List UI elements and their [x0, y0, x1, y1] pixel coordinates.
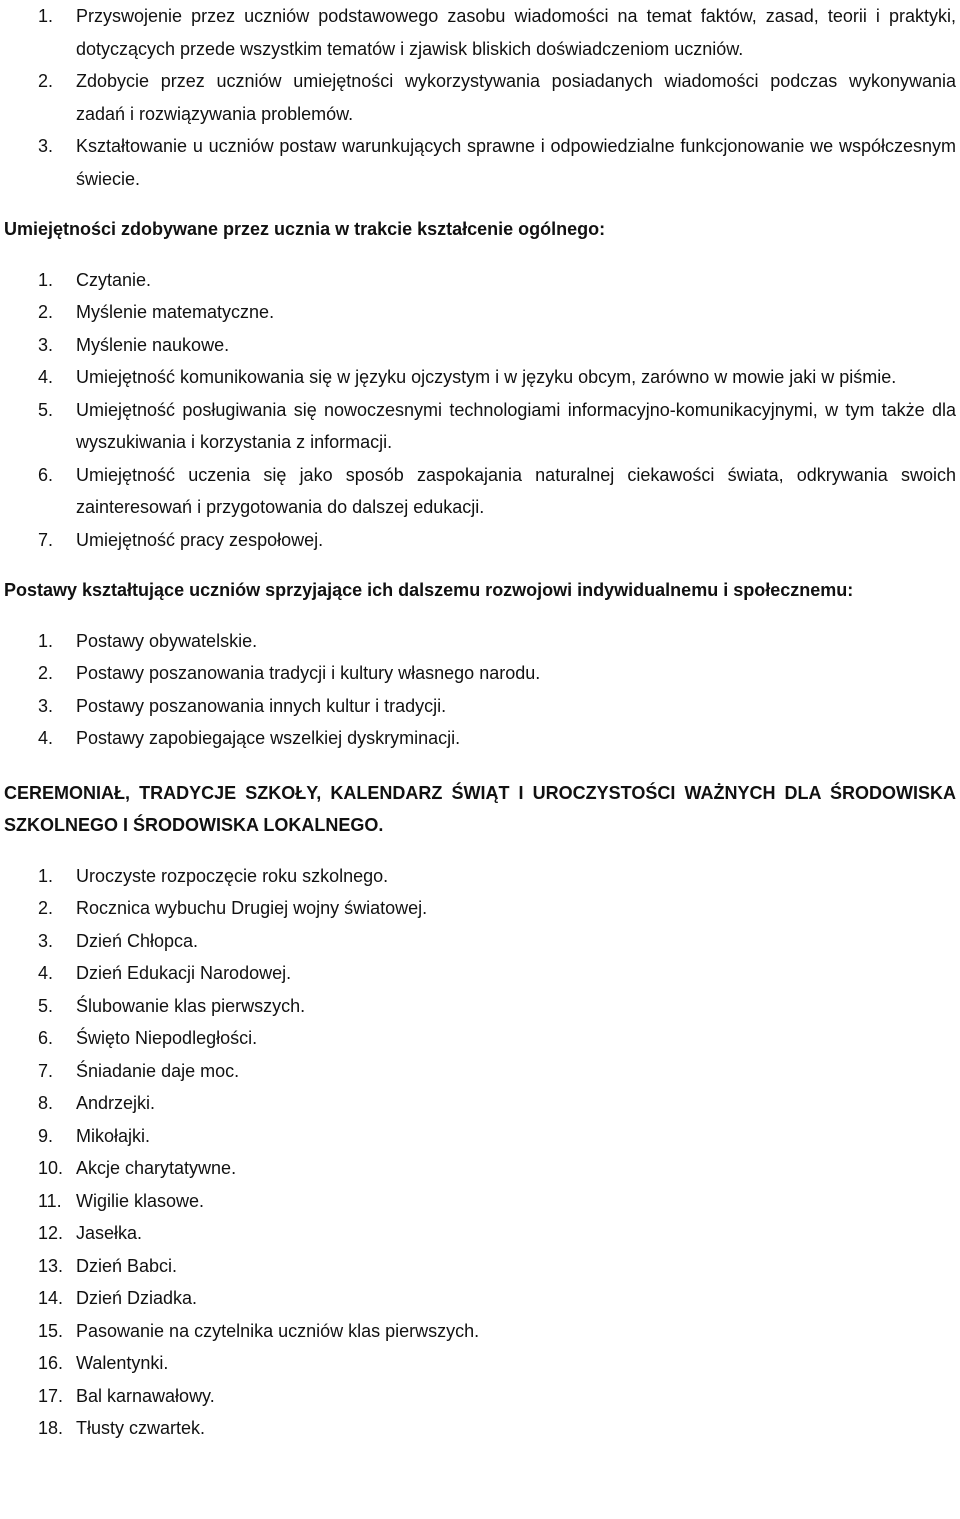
- item-text: Zdobycie przez uczniów umiejętności wykorzystywania posiadanych wiadomości podczas wykonywania zadań i rozwiązywania problemów.: [76, 71, 956, 124]
- list-item: [4, 1315, 956, 1348]
- item-text: Święto Niepodległości.: [76, 1028, 258, 1048]
- item-text: Umiejętność posługiwania się nowoczesnymi technologiami informacyjno-komunikacyjnymi, w tym także dla wyszukiwania i korzystania z informacji.: [76, 399, 956, 452]
- item-number: 1.: [38, 269, 54, 290]
- item-number: 7.: [38, 529, 54, 550]
- list-item: [4, 1217, 956, 1250]
- item-number: 17.: [38, 1385, 64, 1406]
- list-item: [4, 130, 956, 195]
- list-item: [4, 925, 956, 958]
- item-text: Umiejętność uczenia się jako sposób zaspokajania naturalnej ciekawości świata, odkrywania swoich zainteresowań i przygotowania do dalszej edukacji.: [76, 464, 956, 517]
- item-number: 11.: [38, 1190, 62, 1211]
- item-number: 5.: [38, 399, 54, 420]
- list-item: [4, 1380, 956, 1413]
- item-text: Mikołajki.: [76, 1125, 151, 1146]
- item-text: Pasowanie na czytelnika uczniów klas pierwszych.: [76, 1320, 480, 1341]
- skills-heading: Umiejętności zdobywane przez ucznia w trakcie kształcenie ogólnego:: [4, 219, 606, 239]
- item-number: 3.: [38, 334, 54, 355]
- item-number: 6.: [38, 1028, 54, 1048]
- item-text: Dzień Chłopca.: [76, 930, 199, 951]
- list-item: [4, 625, 956, 658]
- list-item: [4, 657, 956, 690]
- attitudes-list: [4, 625, 956, 755]
- item-text: Walentynki.: [76, 1353, 169, 1373]
- item-number: 3.: [38, 136, 54, 156]
- item-text: Postawy poszanowania tradycji i kultury własnego narodu.: [76, 663, 541, 683]
- item-text: Postawy poszanowania innych kultur i tradycji.: [76, 695, 447, 716]
- item-text: Myślenie naukowe.: [76, 334, 230, 355]
- item-number: 13.: [38, 1255, 64, 1276]
- item-text: Postawy zapobiegające wszelkiej dyskryminacji.: [76, 728, 461, 748]
- list-item: [4, 957, 956, 990]
- item-number: 1.: [38, 6, 54, 26]
- list-item: [4, 0, 956, 65]
- item-number: 10.: [38, 1158, 64, 1178]
- intro-goals-list: [4, 0, 956, 195]
- item-text: Dzień Babci.: [76, 1255, 178, 1276]
- list-item: [4, 860, 956, 893]
- list-item: [4, 1087, 956, 1120]
- list-item: [4, 1282, 956, 1315]
- item-number: 2.: [38, 71, 54, 91]
- item-number: 3.: [38, 695, 54, 716]
- item-text: Wigilie klasowe.: [76, 1190, 205, 1211]
- list-item: [4, 264, 956, 297]
- list-item: [4, 1152, 956, 1185]
- item-number: 2.: [38, 302, 54, 322]
- list-item: [4, 892, 956, 925]
- item-number: 2.: [38, 898, 54, 918]
- list-item: [4, 459, 956, 524]
- ceremonial-list: [4, 860, 956, 1445]
- list-item: [4, 296, 956, 329]
- list-item: [4, 394, 956, 459]
- item-number: 5.: [38, 995, 54, 1016]
- list-item: [4, 1250, 956, 1283]
- item-number: 15.: [38, 1320, 64, 1341]
- item-number: 9.: [38, 1125, 54, 1146]
- item-number: 12.: [38, 1223, 64, 1243]
- item-text: Umiejętność pracy zespołowej.: [76, 529, 324, 550]
- item-number: 4.: [38, 367, 54, 387]
- item-text: Czytanie.: [76, 269, 152, 290]
- list-item: [4, 361, 956, 394]
- skills-list: [4, 264, 956, 557]
- item-text: Rocznica wybuchu Drugiej wojny światowej.: [76, 898, 428, 918]
- list-item: [4, 1055, 956, 1088]
- item-text: Bal karnawałowy.: [76, 1385, 215, 1406]
- item-number: 16.: [38, 1353, 64, 1373]
- item-number: 4.: [38, 728, 54, 748]
- ceremonial-heading: CEREMONIAŁ, TRADYCJE SZKOŁY, KALENDARZ ŚWIĄT I UROCZYSTOŚCI WAŻNYCH DLA ŚRODOWISKA SZKOLNEGO I ŚRODOWISKA LOKALNEGO.: [4, 782, 956, 835]
- item-number: 3.: [38, 930, 54, 951]
- item-text: Śniadanie daje moc.: [76, 1060, 240, 1081]
- list-item: [4, 329, 956, 362]
- item-number: 4.: [38, 963, 54, 983]
- item-text: Akcje charytatywne.: [76, 1158, 237, 1178]
- item-text: Jasełka.: [76, 1223, 143, 1243]
- item-text: Ślubowanie klas pierwszych.: [76, 995, 306, 1016]
- item-text: Tłusty czwartek.: [76, 1418, 206, 1438]
- item-text: Myślenie matematyczne.: [76, 302, 275, 322]
- list-item: [4, 1347, 956, 1380]
- list-item: [4, 690, 956, 723]
- item-number: 2.: [38, 663, 54, 683]
- item-text: Dzień Dziadka.: [76, 1288, 198, 1308]
- item-text: Kształtowanie u uczniów postaw warunkujących sprawne i odpowiedzialne funkcjonowanie we współczesnym świecie.: [76, 136, 956, 189]
- item-text: Przyswojenie przez uczniów podstawowego zasobu wiadomości na temat faktów, zasad, teorii i praktyki, dotyczących przede wszystkim tematów i zjawisk bliskich doświadczeniom uczniów.: [76, 6, 956, 59]
- item-text: Dzień Edukacji Narodowej.: [76, 963, 292, 983]
- list-item: [4, 65, 956, 130]
- list-item: [4, 1412, 956, 1445]
- item-text: Postawy obywatelskie.: [76, 630, 258, 651]
- list-item: [4, 722, 956, 755]
- item-text: Andrzejki.: [76, 1093, 156, 1113]
- item-number: 1.: [38, 630, 54, 651]
- item-number: 14.: [38, 1288, 64, 1308]
- item-number: 18.: [38, 1418, 64, 1438]
- item-number: 8.: [38, 1093, 54, 1113]
- item-text: Uroczyste rozpoczęcie roku szkolnego.: [76, 865, 389, 886]
- list-item: [4, 990, 956, 1023]
- item-number: 7.: [38, 1060, 54, 1081]
- item-number: 6.: [38, 464, 54, 485]
- item-number: 1.: [38, 865, 54, 886]
- item-text: Umiejętność komunikowania się w języku ojczystym i w języku obcym, zarówno w mowie jaki w piśmie.: [76, 367, 897, 387]
- list-item: [4, 524, 956, 557]
- list-item: [4, 1120, 956, 1153]
- list-item: [4, 1185, 956, 1218]
- attitudes-heading: Postawy kształtujące uczniów sprzyjające ich dalszemu rozwojowi indywidualnemu i społecznemu:: [4, 580, 854, 600]
- list-item: [4, 1022, 956, 1055]
